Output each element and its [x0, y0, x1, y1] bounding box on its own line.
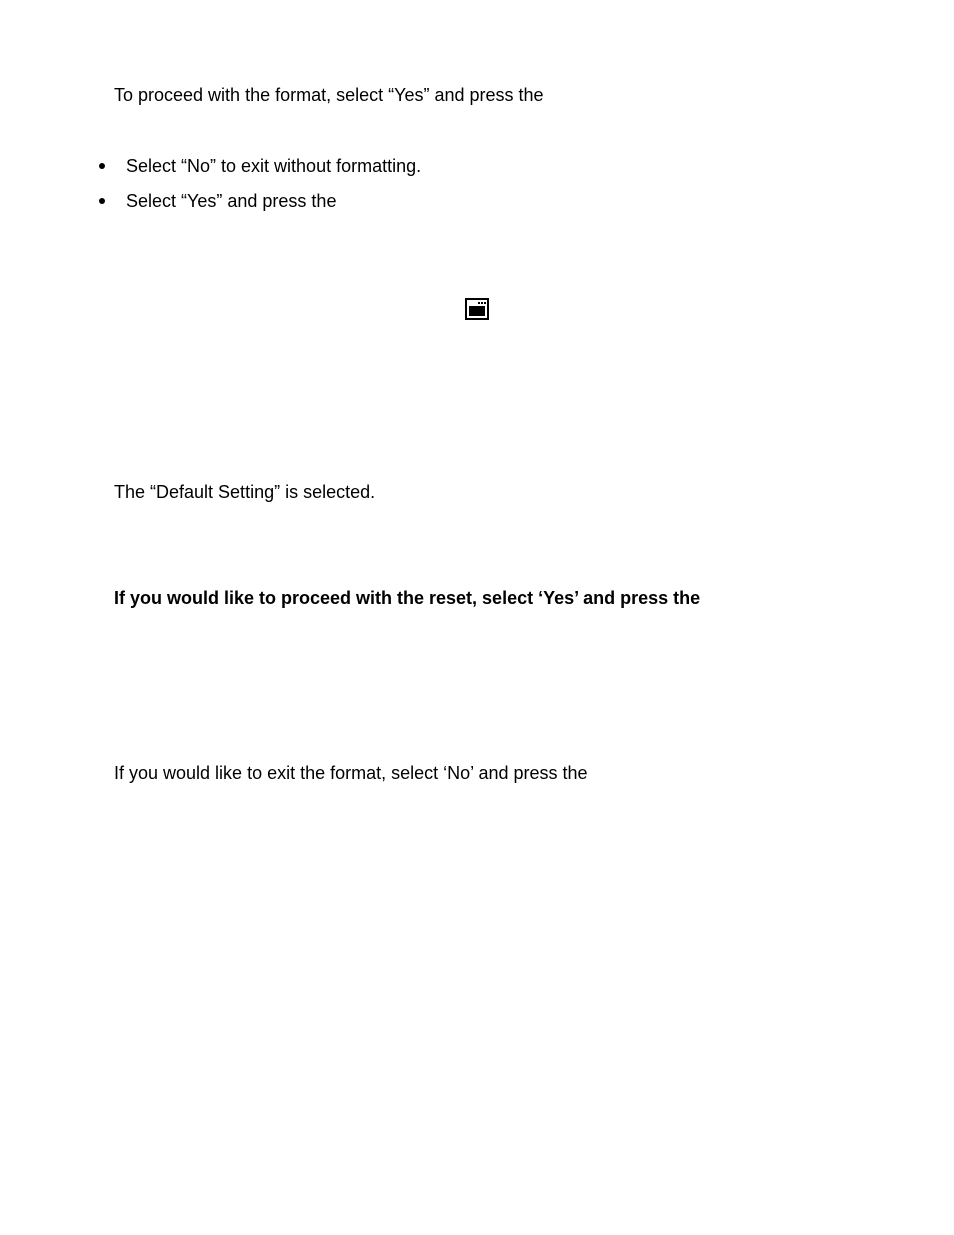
format-intro-text: To proceed with the format, select “Yes” and press the	[114, 85, 544, 105]
bullet-dot-icon	[99, 163, 105, 169]
bullet-dot-icon	[99, 198, 105, 204]
bullet-text: Select “No” to exit without formatting.	[126, 156, 422, 176]
exit-format-text: If you would like to exit the format, select ‘No’ and press the	[114, 763, 588, 783]
reset-proceed-text: If you would like to proceed with the reset, select ‘Yes’ and press the	[114, 588, 701, 608]
window-icon	[465, 298, 489, 320]
default-setting-text: The “Default Setting” is selected.	[114, 482, 376, 502]
bullet-text: Select “Yes” and press the	[126, 191, 337, 211]
